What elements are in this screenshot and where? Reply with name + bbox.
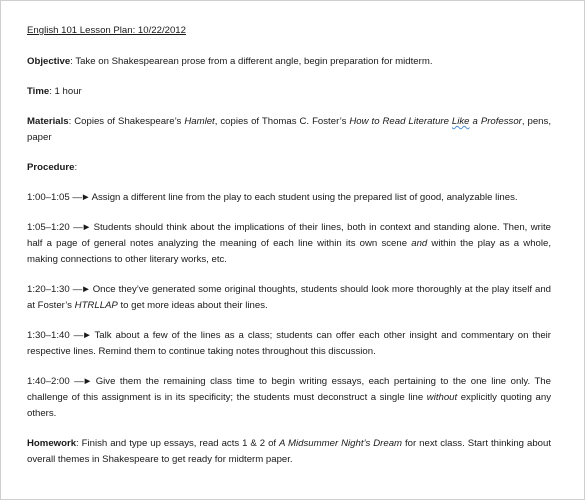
homework-label: Homework	[27, 438, 77, 449]
arrow-icon: —►	[73, 330, 91, 341]
page-title: English 101 Lesson Plan: 10/22/2012	[27, 25, 186, 36]
objective-text: : Take on Shakespearean prose from a different angle, begin preparation for midterm.	[70, 56, 433, 67]
procedure-step	[27, 220, 551, 268]
objective-paragraph	[27, 54, 551, 70]
procedure-label: Procedure	[27, 162, 75, 173]
time-paragraph	[27, 84, 551, 100]
materials-paragraph	[27, 114, 551, 146]
step-emphasis: without	[426, 392, 458, 403]
materials-label: Materials	[27, 116, 69, 127]
book-title-part-2: a Professor	[469, 116, 522, 127]
step-text-end: explicitly quoting any others.	[27, 392, 551, 419]
step-time: 1:30–1:40	[27, 330, 70, 341]
document-content	[27, 23, 551, 482]
procedure-step	[27, 282, 551, 314]
book-title-part-1: How to Read Literature	[349, 116, 452, 127]
step-time: 1:40–2:00	[27, 376, 70, 387]
spellcheck-flagged-word: Like	[451, 116, 470, 127]
arrow-icon: —►	[72, 284, 90, 295]
procedure-step	[27, 328, 551, 360]
time-label: Time	[27, 86, 50, 97]
play-title: A Midsummer Night’s Dream	[279, 438, 403, 449]
procedure-heading: Procedure:	[27, 162, 78, 173]
procedure-step	[27, 374, 551, 422]
arrow-icon: —►	[72, 192, 90, 203]
materials-text-2: , copies of Thomas C. Foster’s	[214, 116, 350, 127]
step-time: 1:20–1:30	[27, 284, 70, 295]
step-emphasis: HTRLLAP	[74, 300, 118, 311]
step-emphasis: and	[411, 238, 428, 249]
hamlet-title: Hamlet	[184, 116, 215, 127]
arrow-icon: —►	[73, 222, 91, 233]
step-text: Assign a different line from the play to each student using the prepared list of good, analyzable lines.	[89, 192, 518, 203]
step-text-end: within the play as a whole, making connections to other literary works, etc.	[27, 238, 551, 265]
step-text: Give them the remaining class time to begin writing essays, each pertaining to the one line only. The challenge of this assignment is in its specificity; the students must deconstruct a single line	[27, 376, 551, 403]
homework-paragraph	[27, 436, 551, 468]
materials-text-1: : Copies of Shakespeare’s	[68, 116, 185, 127]
step-text: Students should think about the implications of their lines, both in context and standing alone. Then, write half a page of general notes analyzing the meaning of each line within its own scene	[27, 222, 552, 249]
step-time: 1:05–1:20	[27, 222, 70, 233]
homework-text-1: : Finish and type up essays, read acts 1 & 2 of	[76, 438, 280, 449]
step-time: 1:00–1:05	[27, 192, 70, 203]
time-text: : 1 hour	[49, 86, 82, 97]
arrow-icon: —►	[74, 376, 92, 387]
book-title	[349, 116, 522, 127]
objective-label: Objective	[27, 56, 71, 67]
step-text-end: to get more ideas about their lines.	[117, 300, 268, 311]
step-text: Talk about a few of the lines as a class; students can offer each other insight and commentary on their respective lines. Remind them to continue taking notes throughout this discussion.	[27, 330, 552, 357]
step-text: Once they’ve generated some original thoughts, students should look more thoroughly at the play itself and at Foster’s	[27, 284, 551, 311]
materials-text-3: , pens, paper	[27, 116, 551, 143]
procedure-step	[27, 190, 551, 206]
homework-text-2: for next class. Start thinking about overall themes in Shakespeare to get ready for midterm paper.	[27, 438, 551, 465]
